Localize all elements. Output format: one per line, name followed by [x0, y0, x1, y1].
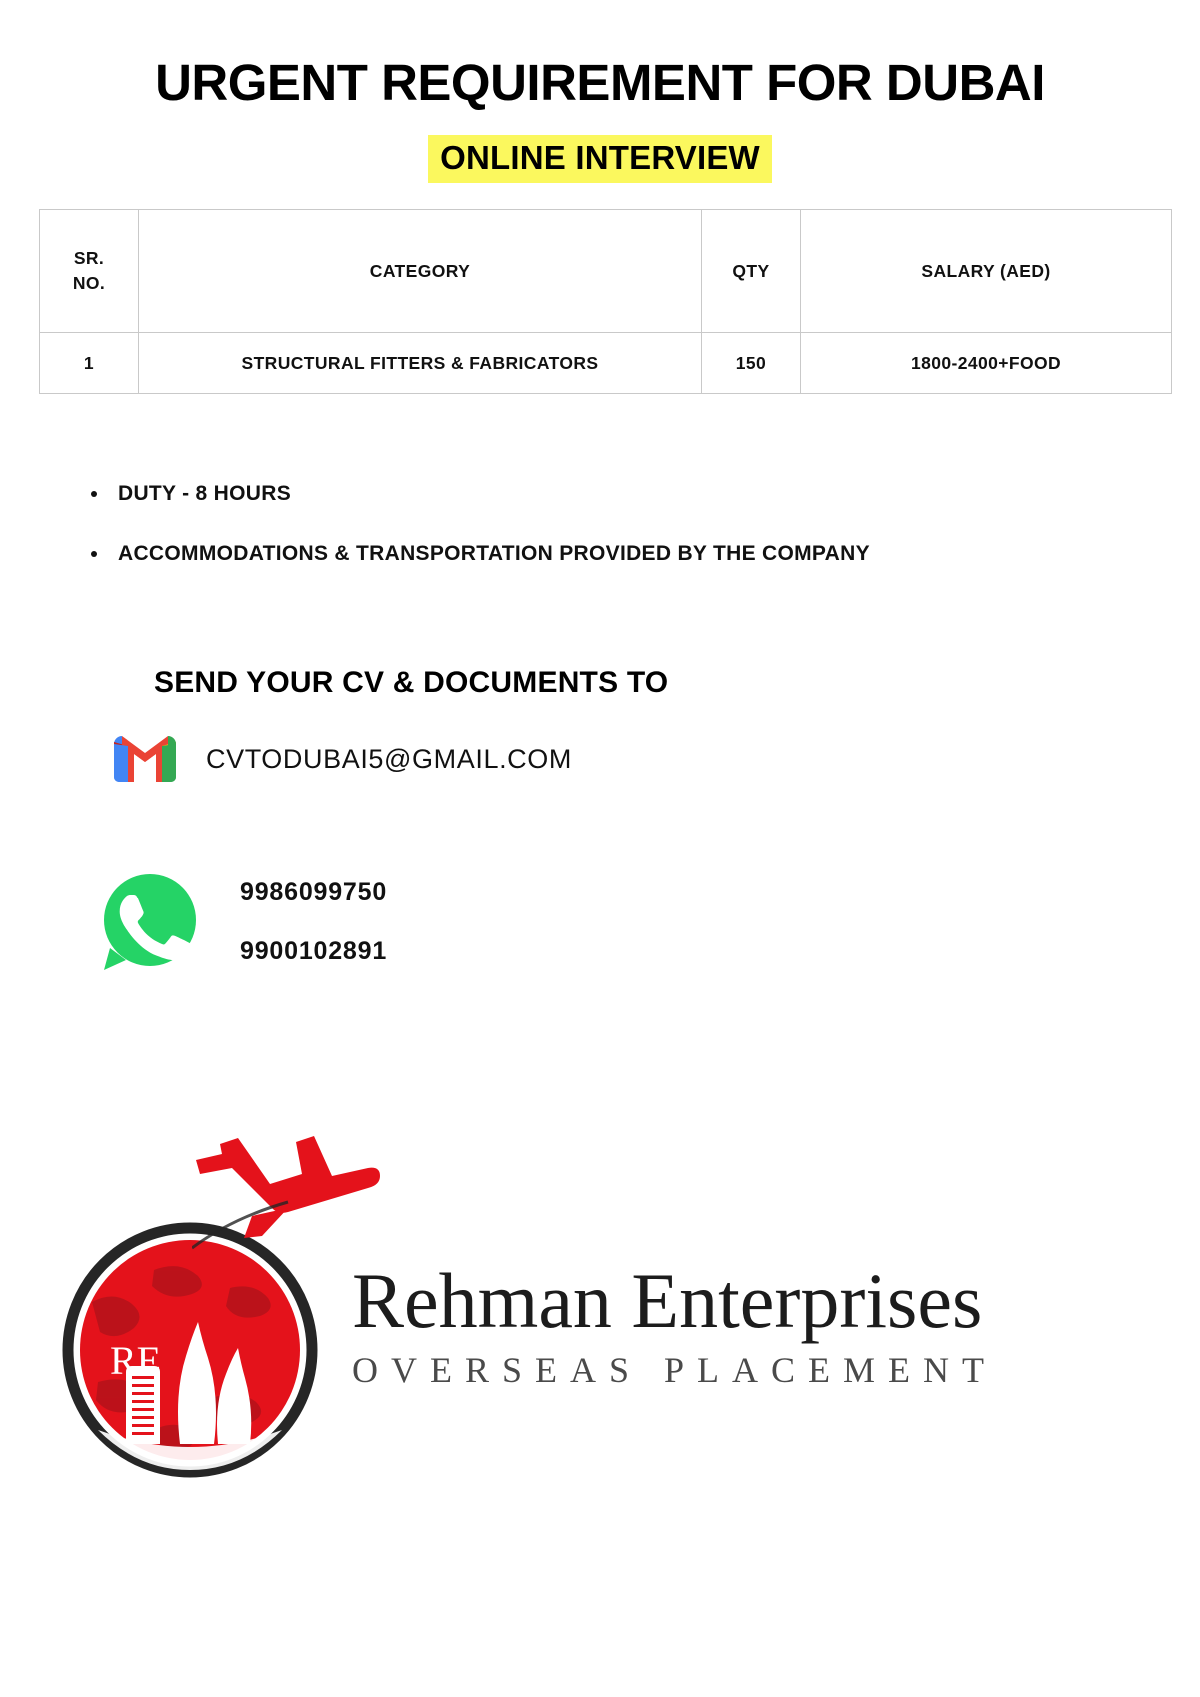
list-item: • DUTY - 8 HOURS — [110, 482, 1164, 506]
table-body — [40, 333, 1172, 394]
whatsapp-number-1[interactable]: 9986099750 — [240, 878, 388, 907]
logo-tagline: OVERSEAS PLACEMENT — [352, 1350, 998, 1390]
column-header-qty: QTY — [702, 210, 801, 333]
list-item: • ACCOMMODATIONS & TRANSPORTATION PROVIDED BY THE COMPANY — [110, 542, 1164, 566]
page-title: URGENT REQUIREMENT FOR DUBAI — [155, 54, 1045, 111]
email-address[interactable]: CVTODUBAI5@GMAIL.COM — [206, 743, 572, 774]
requirements-table — [39, 209, 1172, 394]
logo-text-block — [352, 1257, 1142, 1390]
gmail-icon — [114, 736, 176, 782]
logo-company-name: Rehman Enterprises — [352, 1257, 983, 1344]
cell-qty: 150 — [702, 333, 801, 394]
table-header-row — [40, 210, 1172, 333]
subtitle-container — [36, 135, 1164, 184]
whatsapp-icon — [94, 866, 206, 978]
subtitle-highlight: ONLINE INTERVIEW — [428, 135, 772, 184]
cell-salary: 1800-2400+FOOD — [801, 333, 1172, 394]
cell-category: STRUCTURAL FITTERS & FABRICATORS — [139, 333, 702, 394]
notes-list — [36, 482, 1164, 566]
whatsapp-number-2[interactable]: 9900102891 — [240, 937, 388, 966]
column-header-category: CATEGORY — [139, 210, 702, 333]
sr-no-line2: NO. — [72, 273, 106, 294]
requirements-table-container — [36, 209, 1164, 394]
whatsapp-row[interactable] — [36, 866, 1164, 978]
airplane-icon — [192, 1132, 382, 1252]
company-logo — [52, 1192, 1142, 1522]
table-header — [40, 210, 1172, 333]
cv-section-heading: SEND YOUR CV & DOCUMENTS TO — [154, 666, 669, 700]
table-row — [40, 333, 1172, 394]
email-row[interactable] — [36, 736, 1164, 782]
cell-sr-no: 1 — [40, 333, 139, 394]
logo-monogram-text: RE — [110, 1338, 162, 1383]
column-header-sr-no — [40, 210, 139, 333]
column-header-salary: SALARY (AED) — [801, 210, 1172, 333]
whatsapp-numbers — [240, 880, 387, 964]
sr-no-line1: SR. — [73, 247, 105, 268]
logo-globe-icon — [62, 1222, 318, 1478]
